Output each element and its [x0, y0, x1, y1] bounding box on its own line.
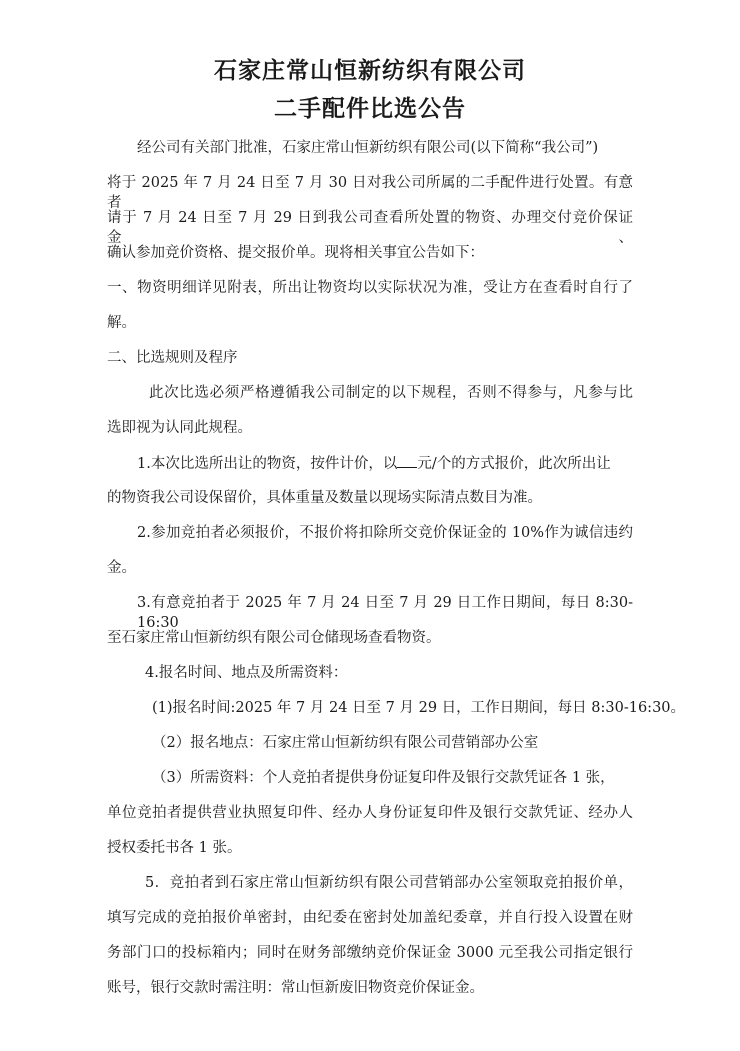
rule4-item-3-cont-2: 授权委托书各 1 张。: [107, 840, 242, 856]
rule5-line-2: 填写完成的竞拍报价单密封，由纪委在密封处加盖纪委章，并自行投入设置在财: [107, 910, 633, 926]
rule4-item-1: (1)报名时间:2025 年 7 月 24 日至 7 月 29 日，工作日期间，每日 8:30-16:30。: [152, 700, 686, 716]
rule1-line-1: [137, 453, 611, 474]
rule1-text-before-blank: 1.本次比选所出让的物资，按件计价，以: [137, 456, 398, 472]
rule4-item-3-cont-1: 单位竞拍者提供营业执照复印件、经办人身份证复印件及银行交款凭证、经办人: [107, 805, 633, 821]
rule4-heading: 4.报名时间、地点及所需资料：: [145, 665, 348, 681]
rule5-line-4: 账号，银行交款时需注明：常山恒新废旧物资竞价保证金。: [107, 980, 484, 996]
section1-line-1: 一、物资明细详见附表，所出让物资均以实际状况为准，受让方在查看时自行了: [107, 280, 633, 296]
company-title: 石家庄常山恒新纺织有限公司: [214, 58, 526, 84]
rule5-line-1: 5．竞拍者到石家庄常山恒新纺织有限公司营销部办公室领取竞拍报价单，: [145, 875, 633, 891]
notice-title: 二手配件比选公告: [274, 96, 466, 122]
rule2-line-1: 2.参加竞拍者必须报价，不报价将扣除所交竞价保证金的 10%作为诚信违约: [137, 525, 633, 541]
intro-line-2: 将于 2025 年 7 月 24 日至 7 月 30 日对我公司所属的二手配件进行处置。有意者: [107, 175, 633, 211]
section2-heading: 二、比选规则及程序: [107, 350, 238, 366]
intro-line-4: 确认参加竞价资格、提交报价单。现将相关事宜公告如下：: [107, 245, 484, 261]
rules-intro-line-2: 选即视为认同此规程。: [107, 420, 252, 436]
rule3-line-2: 至石家庄常山恒新纺织有限公司仓储现场查看物资。: [107, 630, 441, 646]
price-blank: [397, 453, 417, 468]
rule1-text-after-blank: 元/个的方式报价，此次所出让: [417, 456, 611, 472]
rule2-line-2: 金。: [107, 560, 136, 576]
rule4-item-3: （3）所需资料：个人竞拍者提供身份证复印件及银行交款凭证各 1 张，: [152, 770, 615, 786]
rule1-line-2: 的物资我公司设保留价，具体重量及数量以现场实际清点数目为准。: [107, 490, 542, 506]
rule3-line-1: 3.有意竞拍者于 2025 年 7 月 24 日至 7 月 29 日工作日期间，每日 8:30-16:30: [137, 595, 633, 631]
intro-line-3: 请于 7 月 24 日至 7 月 29 日到我公司查看所处置的物资、办理交付竞价保证金、: [107, 210, 633, 246]
rule4-item-2: （2）报名地点：石家庄常山恒新纺织有限公司营销部办公室: [152, 735, 539, 751]
section1-line-2: 解。: [107, 315, 136, 331]
intro-line-1: 经公司有关部门批准，石家庄常山恒新纺织有限公司(以下简称“我公司”): [137, 140, 599, 156]
rules-intro-line-1: 此次比选必须严格遵循我公司制定的以下规程，否则不得参与，凡参与比: [149, 385, 633, 401]
rule5-line-3: 务部门口的投标箱内；同时在财务部缴纳竞价保证金 3000 元至我公司指定银行: [107, 945, 633, 961]
